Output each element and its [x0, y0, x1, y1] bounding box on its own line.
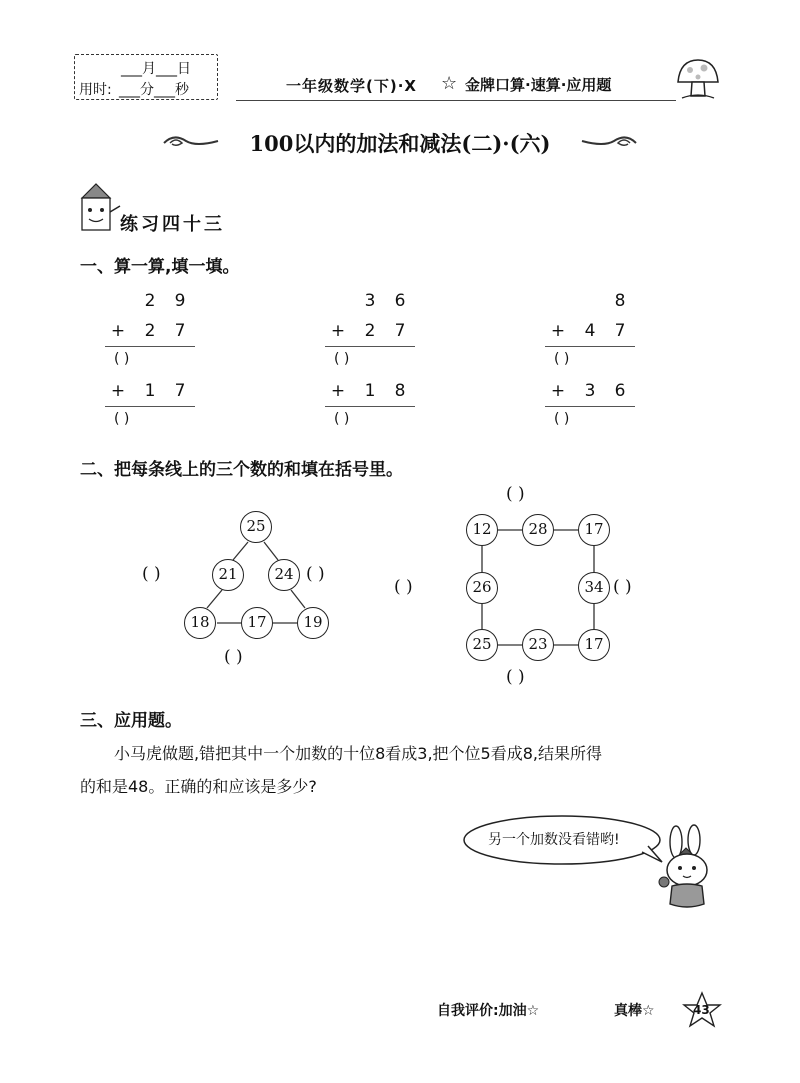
bunny-mascot-icon [654, 824, 720, 916]
right-swirl-icon [580, 131, 640, 153]
digit: 7 [174, 321, 186, 341]
date-row: ___月___日 [121, 61, 191, 77]
plus-sign: + [110, 321, 126, 341]
digit: 3 [364, 291, 376, 311]
triangle-bottom-mid-number: 17 [241, 607, 273, 639]
sum-line [545, 346, 635, 347]
word-problem-line2: 的和是48。正确的和应该是多少? [80, 777, 317, 796]
digit: 2 [364, 321, 376, 341]
answer-blank[interactable]: ( ) [114, 351, 130, 367]
section1-title: 一、算一算,填一填。 [80, 257, 240, 277]
digit: 2 [144, 321, 156, 341]
triangle-bottom-left-number: 18 [184, 607, 216, 639]
answer-blank[interactable]: ( ) [334, 351, 350, 367]
square-left-blank[interactable]: ( ) [394, 577, 413, 597]
square-bottom-left-number: 25 [466, 629, 498, 661]
sum-line [325, 346, 415, 347]
plus-sign: + [330, 321, 346, 341]
square-right-blank[interactable]: ( ) [613, 577, 632, 597]
sum-line [545, 406, 635, 407]
mushroom-icon [674, 56, 722, 102]
square-top-right-number: 17 [578, 514, 610, 546]
square-bottom-blank[interactable]: ( ) [506, 667, 525, 687]
section3-title: 三、应用题。 [80, 711, 182, 731]
plus-sign: + [110, 381, 126, 401]
book-title: 一年级数学(下)·X [286, 77, 417, 95]
section2-title: 二、把每条线上的三个数的和填在括号里。 [80, 460, 403, 480]
triangle-bottom-blank[interactable]: ( ) [224, 647, 243, 667]
exercise-title: 练习四十三 [120, 214, 225, 235]
series-title: 金牌口算·速算·应用题 [465, 76, 612, 94]
date-time-box [74, 54, 218, 100]
digit: 2 [144, 291, 156, 311]
triangle-top-number: 25 [240, 511, 272, 543]
answer-blank[interactable]: ( ) [554, 351, 570, 367]
digit: 1 [364, 381, 376, 401]
digit: 7 [394, 321, 406, 341]
sum-line [105, 406, 195, 407]
digit: 6 [394, 291, 406, 311]
page-number: 43 [693, 1003, 710, 1017]
speech-bubble-text: 另一个加数没看错哟! [488, 832, 620, 848]
square-left-mid-number: 26 [466, 572, 498, 604]
star-icon: ☆ [441, 73, 458, 94]
word-problem-line1: 小马虎做题,错把其中一个加数的十位8看成3,把个位5看成8,结果所得 [114, 744, 602, 763]
triangle-left-blank[interactable]: ( ) [142, 564, 161, 584]
square-top-mid-number: 28 [522, 514, 554, 546]
great-label: 真棒☆ [614, 1003, 655, 1019]
digit: 8 [614, 291, 626, 311]
square-bottom-right-number: 17 [578, 629, 610, 661]
self-evaluation-label: 自我评价:加油☆ [437, 1003, 540, 1019]
sum-line [325, 406, 415, 407]
square-right-mid-number: 34 [578, 572, 610, 604]
answer-blank[interactable]: ( ) [554, 411, 570, 427]
digit: 9 [174, 291, 186, 311]
triangle-right-blank[interactable]: ( ) [306, 564, 325, 584]
sum-line [105, 346, 195, 347]
triangle-left-number: 21 [212, 559, 244, 591]
digit: 7 [614, 321, 626, 341]
digit: 3 [584, 381, 596, 401]
time-label: 用时: [79, 82, 112, 98]
answer-blank[interactable]: ( ) [334, 411, 350, 427]
pencil-mascot-icon [76, 182, 122, 234]
digit: 4 [584, 321, 596, 341]
digit: 1 [144, 381, 156, 401]
square-top-blank[interactable]: ( ) [506, 484, 525, 504]
time-row: ___分___秒 [119, 82, 189, 98]
plus-sign: + [330, 381, 346, 401]
plus-sign: + [550, 381, 566, 401]
answer-blank[interactable]: ( ) [114, 411, 130, 427]
digit: 6 [614, 381, 626, 401]
header-divider [236, 100, 676, 101]
page-title: 100以内的加法和减法(二)·(六) [249, 131, 551, 156]
square-bottom-mid-number: 23 [522, 629, 554, 661]
square-top-left-number: 12 [466, 514, 498, 546]
digit: 7 [174, 381, 186, 401]
plus-sign: + [550, 321, 566, 341]
triangle-bottom-right-number: 19 [297, 607, 329, 639]
triangle-right-number: 24 [268, 559, 300, 591]
digit: 8 [394, 381, 406, 401]
